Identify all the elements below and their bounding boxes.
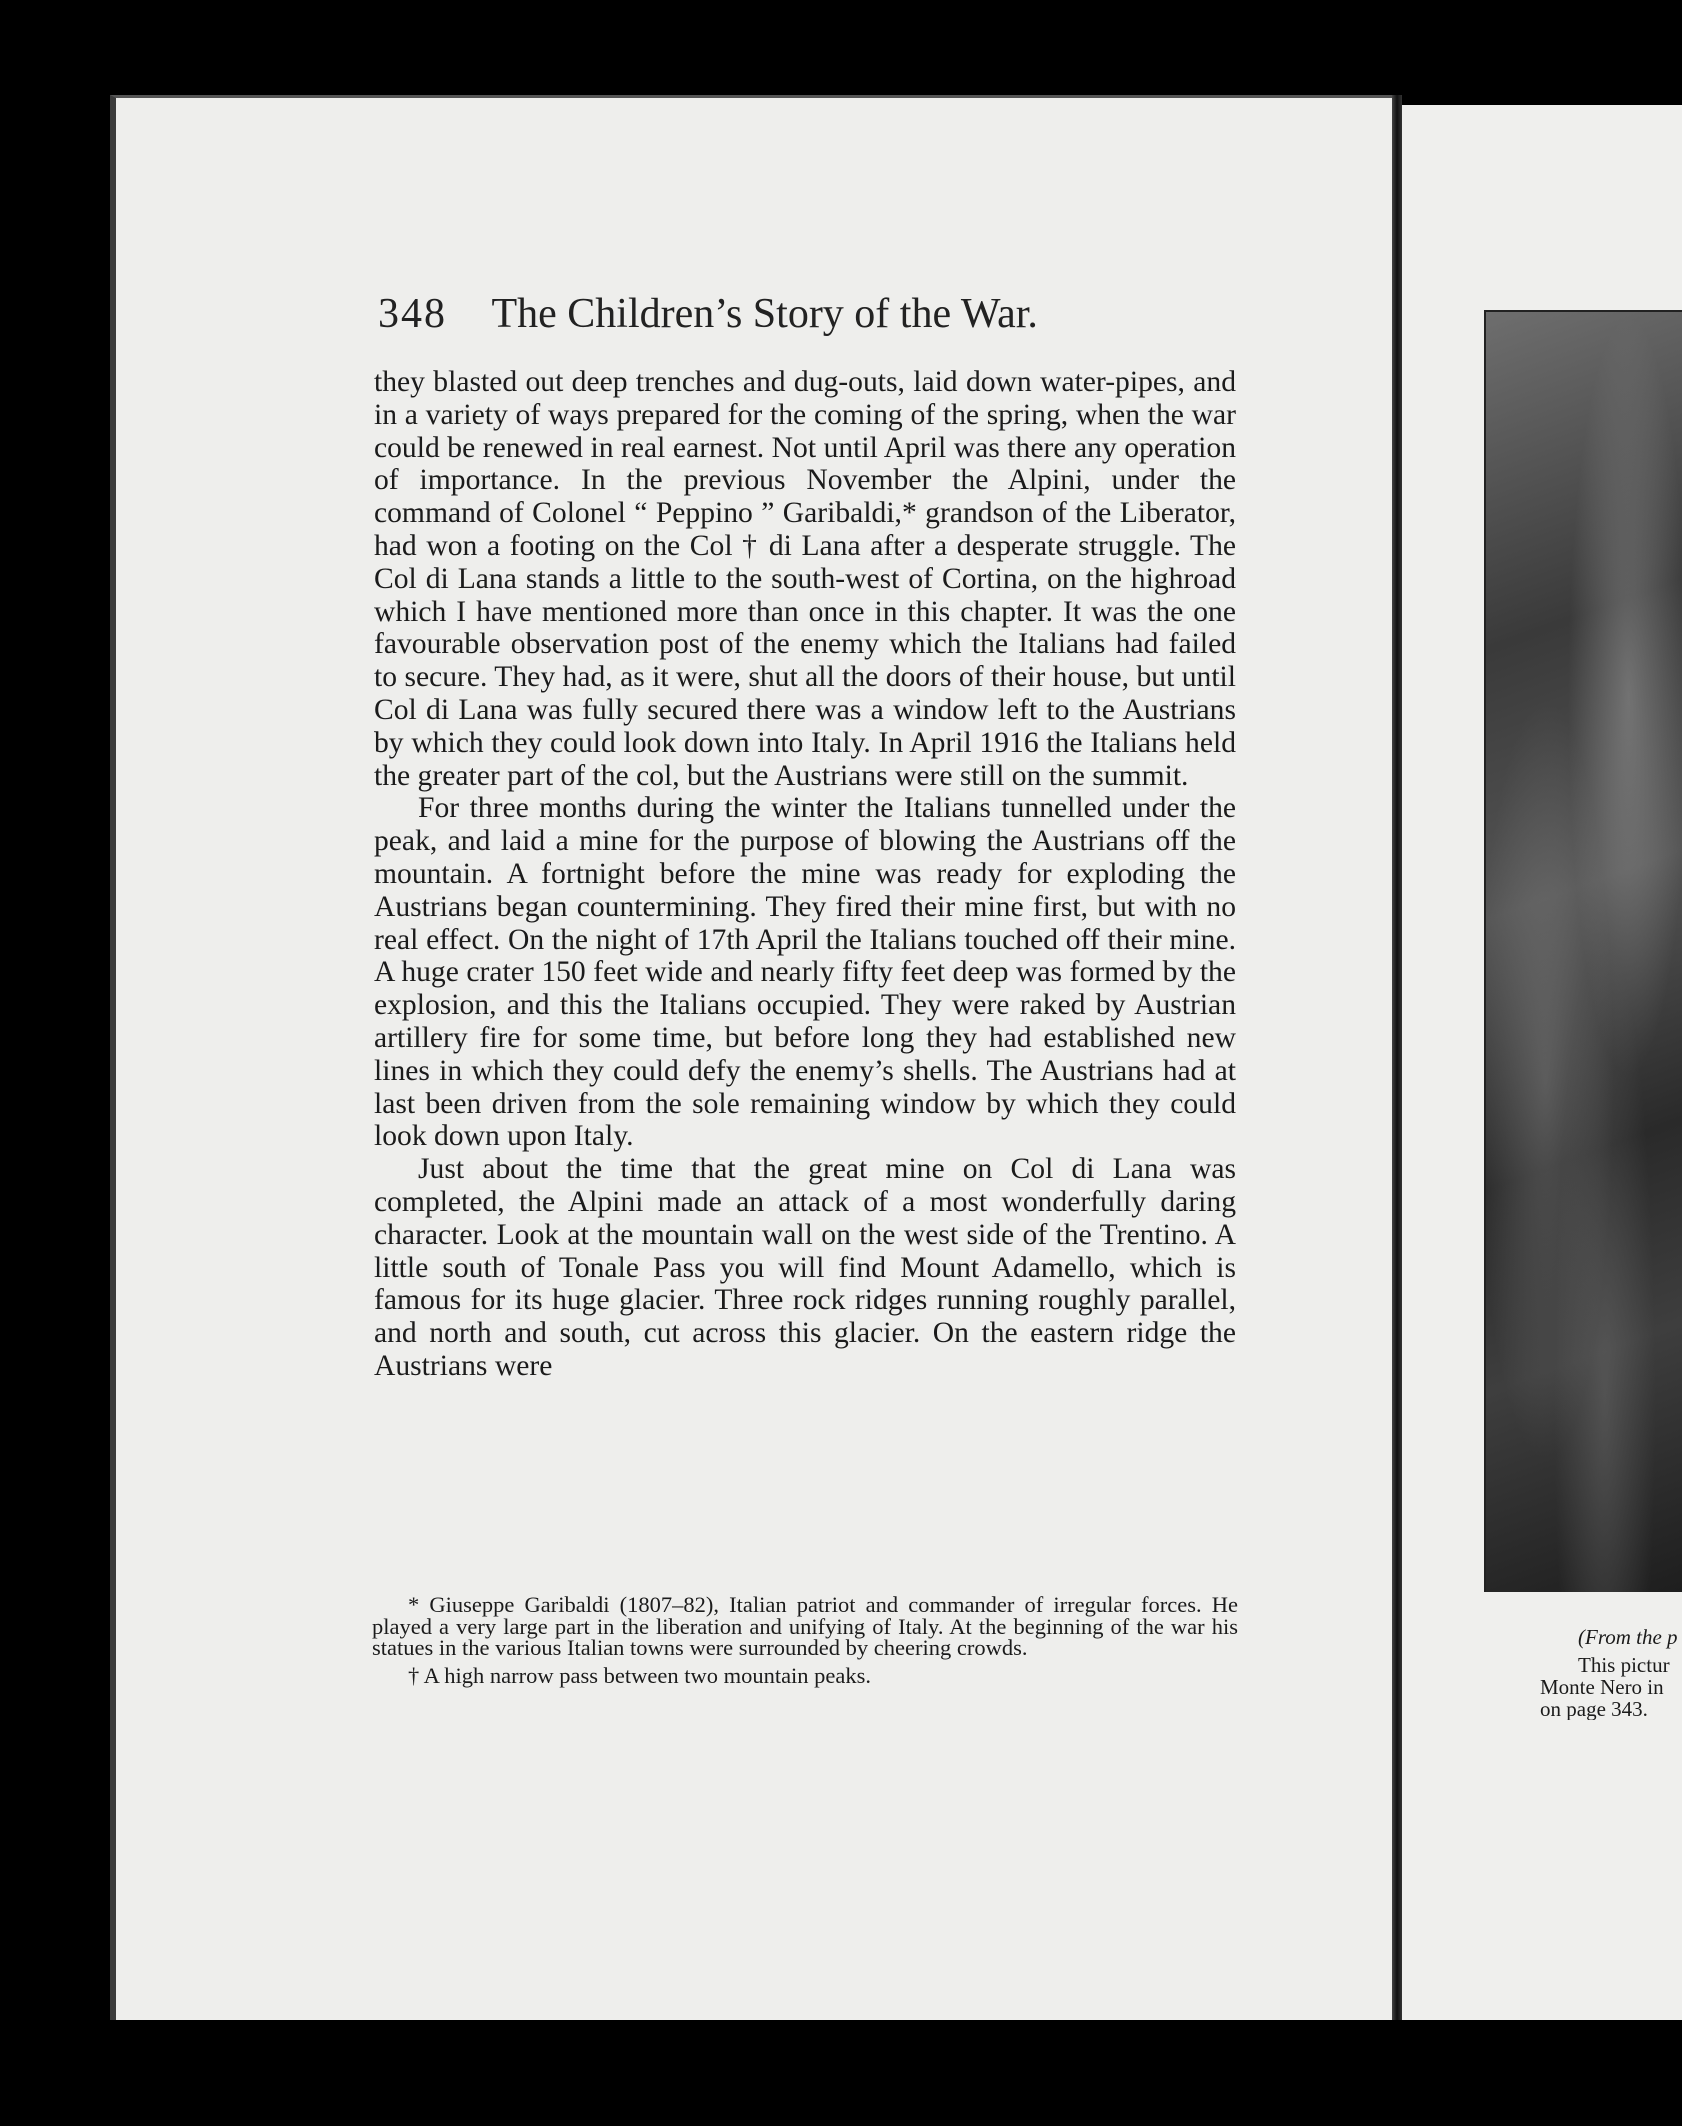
caption-line-2: Monte Nero in [1540,1675,1664,1699]
facing-page-photograph [1484,310,1682,1592]
caption-line-1: This pictur [1578,1653,1670,1677]
footnote-col: † A high narrow pass between two mountain peaks. [408,1662,872,1688]
book-gutter [1392,95,1402,2020]
page-number: 348 [378,291,447,337]
caption-line-3: on page 343. [1540,1697,1648,1720]
running-title: The Children’s Story of the War. [491,291,1038,337]
footnote-garibaldi: * Giuseppe Garibaldi (1807–82), Italian patriot and commander of irregular forces. He played a very large part in the liberation and unifying of Italy. At the beginning of the war his statues in the various Italian towns were surrounded by cheering crowds. [372,1592,1238,1660]
paragraph-3: Just about the time that the great mine on Col di Lana was completed, the Alpini made an attack of a most wonderfully daring character. Look at the mountain wall on the west side of the Trentino. A little south of Tonale Pass you will find Mount Adamello, which is famous for its huge glacier. Three rock ridges running roughly parallel, and north and south, cut across this glacier. On the eastern ridge the Austrians were [374,1153,1236,1382]
paragraph-2: For three months during the winter the Italians tunnelled under the peak, and laid a mine for the purpose of blowing the Austrians off the mountain. A fortnight before the mine was ready for exploding the Austrians began countermining. They fired their mine first, but with no real effect. On the night of 17th April the Italians touched off their mine. A huge crater 150 feet wide and nearly fifty feet deep was formed by the explosion, and this the Italians occupied. They were raked by Austrian artillery fire for some time, but before long they had established new lines in which they could defy the enemy’s shells. The Austrians had at last been driven from the sole remaining window by which they could look down upon Italy. [374,792,1236,1153]
photo-caption [1540,1626,1682,1720]
caption-source: (From the p [1578,1626,1678,1649]
footnotes [372,1594,1238,1686]
paragraph-1: they blasted out deep trenches and dug-outs, laid down water-pipes, and in a variety of ways prepared for the coming of the spring, when the war could be renewed in real earnest. Not until April was there any operation of importance. In the previous November the Alpini, under the command of Colonel “ Peppino ” Garibaldi,* grandson of the Liberator, had won a footing on the Col † di Lana after a desperate struggle. The Col di Lana stands a little to the south-west of Cortina, on the highroad which I have mentioned more than once in this chapter. It was the one favourable observation post of the enemy which the Italians had failed to secure. They had, as it were, shut all the doors of their house, but until Col di Lana was fully secured there was a window left to the Austrians by which they could look down into Italy. In April 1916 the Italians held the greater part of the col, but the Austrians were still on the summit. [374,366,1236,792]
body-text [374,366,1236,1383]
running-header [378,290,1258,350]
